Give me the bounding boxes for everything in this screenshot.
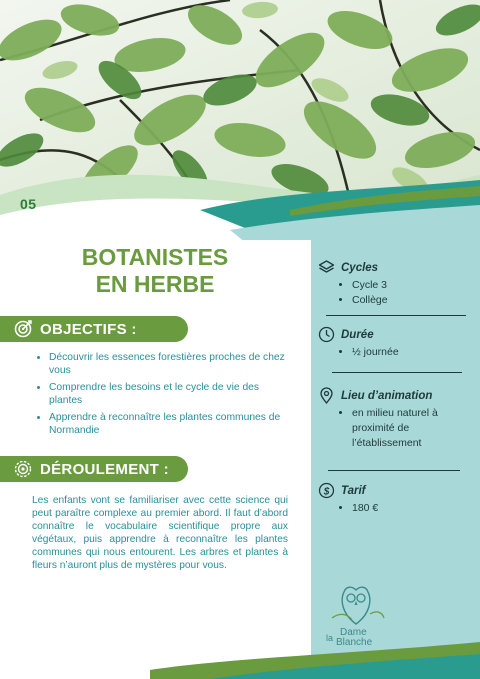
objectif-item: • Apprendre à reconnaître les plantes communes de Normandie	[49, 411, 294, 437]
deroulement-label: DÉROULEMENT :	[40, 460, 169, 478]
objectifs-label: OBJECTIFS :	[40, 320, 137, 338]
owl-icon	[322, 584, 392, 630]
divider	[326, 315, 466, 316]
duree-item: • ½ journée	[352, 345, 473, 360]
cycles-item: • Collège	[352, 293, 473, 308]
duree-title: Durée	[341, 328, 374, 341]
gear-icon	[13, 459, 33, 479]
page-title	[40, 244, 270, 298]
lieu-item: • en milieu naturel à proximité de l’établissement	[352, 406, 472, 451]
objectif-item: • Comprendre les besoins et le cycle de vie des plantes	[49, 381, 294, 407]
cycles-item: • Cycle 3	[352, 278, 473, 293]
divider	[332, 372, 462, 373]
dollar-icon	[318, 482, 335, 499]
clock-icon	[318, 326, 335, 343]
title-line-2: EN HERBE	[95, 271, 215, 297]
cycles-title: Cycles	[341, 261, 379, 274]
objectif-item: • Découvrir les essences forestières proches de chez vous	[49, 351, 294, 377]
divider	[328, 470, 460, 471]
deroulement-header	[0, 456, 188, 482]
map-pin-icon	[318, 387, 335, 404]
svg-text:$: $	[323, 486, 330, 498]
objectifs-header	[0, 316, 188, 342]
deroulement-text: Les enfants vont se familiariser avec cette science qui peut paraître complexe au premier abord. Il faut d’abord connaître le vocabulaire scientifique propre aux végétaux, puis apprendre à reconnaître les plantes communes qui nous entourent. Les arbres et plantes à fleurs n’auront plus de mystères pour vous.	[32, 495, 288, 571]
cycles-block	[318, 259, 473, 308]
logo-text-dame: Dame	[340, 627, 367, 638]
target-icon	[13, 319, 33, 339]
logo-text-blanche: Blanche	[336, 637, 373, 648]
tarif-item: • 180 €	[352, 501, 473, 516]
duree-block	[318, 326, 473, 360]
lieu-block	[318, 387, 473, 451]
tarif-block	[318, 482, 473, 516]
title-line-1: BOTANISTES	[81, 244, 229, 270]
layers-icon	[318, 259, 335, 276]
objectifs-list	[36, 351, 294, 441]
logo-text-la: la	[326, 633, 334, 643]
tarif-title: Tarif	[341, 484, 366, 497]
bottom-decorative-waves	[150, 640, 480, 679]
lieu-title: Lieu d’animation	[341, 389, 433, 402]
page-number: 05	[20, 196, 37, 212]
